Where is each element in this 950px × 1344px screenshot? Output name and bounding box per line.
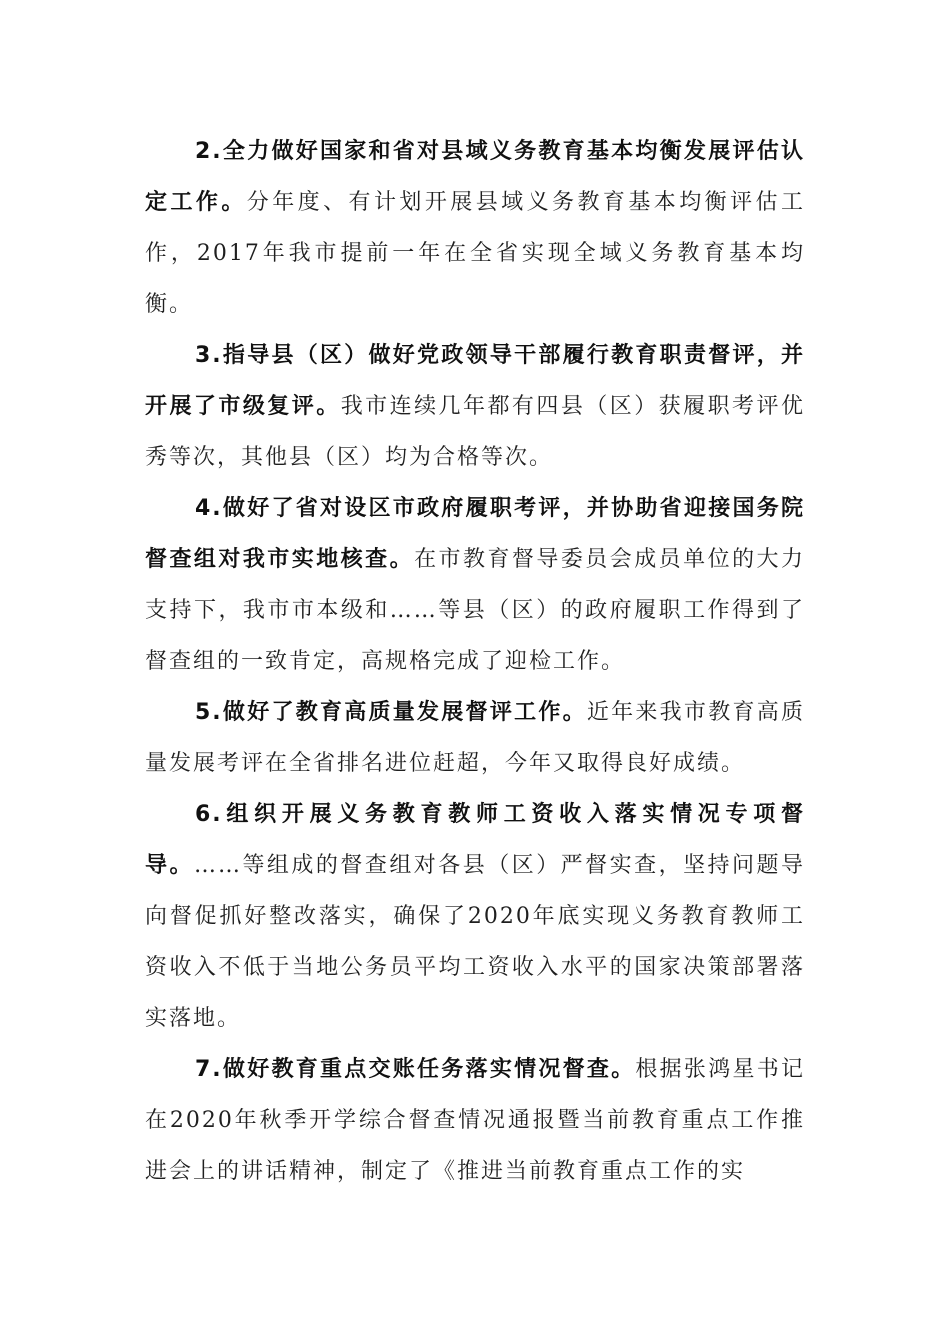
paragraph-body: ……等组成的督查组对各县（区）严督实查，坚持问题导向督促抓好整改落实，确保了2020年底实现义务教育教师工资收入不低于当地公务员平均工资收入水平的国家决策部署落实落地。	[145, 853, 805, 1031]
paragraph-heading: 2.全力做好国家和省对县域义务教育基本均衡发展评估认定工作。	[145, 139, 805, 215]
paragraph-heading: 7.做好教育重点交账任务落实情况督查。	[195, 1057, 636, 1082]
paragraph-3	[145, 330, 805, 483]
paragraph-6	[145, 789, 805, 1044]
paragraph-heading: 3.指导县（区）做好党政领导干部履行教育职责督评，并开展了市级复评。	[145, 343, 805, 419]
paragraph-body: 在市教育督导委员会成员单位的大力支持下，我市市本级和……等县（区）的政府履职工作得到了督查组的一致肯定，高规格完成了迎检工作。	[145, 547, 805, 674]
paragraph-body: 近年来我市教育高质量发展考评在全省排名进位赶超，今年又取得良好成绩。	[145, 700, 805, 776]
paragraph-7	[145, 1044, 805, 1197]
paragraph-heading: 5.做好了教育高质量发展督评工作。	[195, 700, 587, 725]
paragraph-2	[145, 126, 805, 330]
paragraph-4	[145, 483, 805, 687]
paragraph-5	[145, 687, 805, 789]
paragraph-body: 我市连续几年都有四县（区）获履职考评优秀等次，其他县（区）均为合格等次。	[145, 394, 805, 470]
paragraph-body: 分年度、有计划开展县域义务教育基本均衡评估工作，2017年我市提前一年在全省实现全域义务教育基本均衡。	[145, 190, 805, 317]
document-page	[145, 126, 805, 1197]
paragraph-body: 根据张鸿星书记在2020年秋季开学综合督查情况通报暨当前教育重点工作推进会上的讲话精神，制定了《推进当前教育重点工作的实	[145, 1057, 805, 1184]
paragraph-heading: 4.做好了省对设区市政府履职考评，并协助省迎接国务院督查组对我市实地核查。	[145, 496, 805, 572]
paragraph-heading: 6.组织开展义务教育教师工资收入落实情况专项督导。	[145, 802, 805, 878]
